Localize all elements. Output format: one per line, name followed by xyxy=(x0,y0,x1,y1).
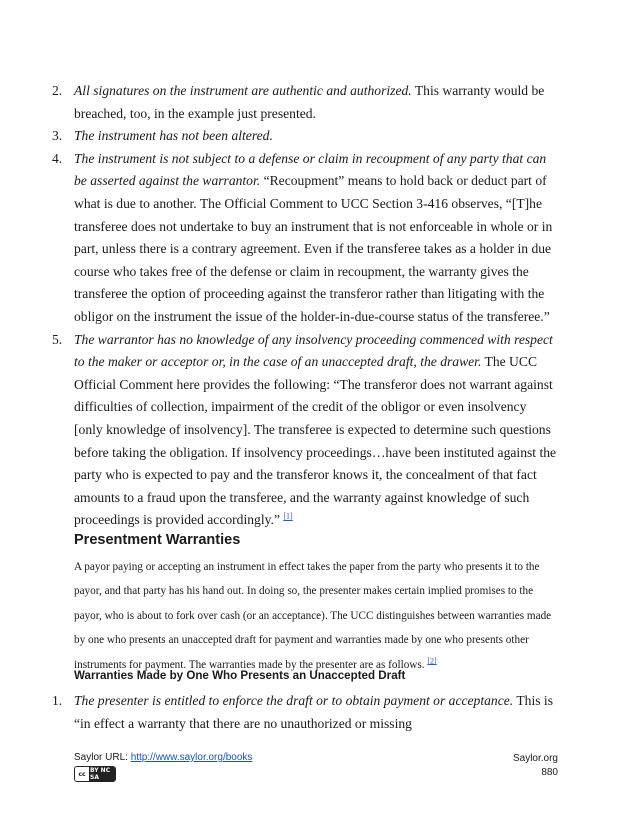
cc-right-segment: BY NC SA xyxy=(90,767,115,781)
item-italic: The presenter is entitled to enforce the draft or to obtain payment or acceptance. xyxy=(74,693,514,708)
item-number: 1. xyxy=(52,693,63,708)
section-heading: Presentment Warranties xyxy=(74,532,241,548)
footer-site: Saylor.org xyxy=(512,753,558,764)
list-item xyxy=(52,125,558,148)
item-number: 5. xyxy=(52,331,63,347)
presenter-warranty-list xyxy=(52,690,558,735)
list-item xyxy=(52,148,558,329)
list-item xyxy=(52,80,558,125)
item-text: This is “in effect a warranty that there are no unauthorized or missing xyxy=(74,693,553,731)
item-number: 4. xyxy=(52,150,63,166)
subheading: Warranties Made by One Who Presents an Unaccepted Draft xyxy=(74,669,406,682)
item-italic: The instrument has not been altered. xyxy=(74,128,273,144)
footer-source-label: Saylor URL: xyxy=(74,752,131,763)
item-text: This warranty would be breached, too, in the example just presented. xyxy=(74,83,545,121)
list-item xyxy=(52,329,558,532)
page-number: 880 xyxy=(541,767,558,778)
warranty-list xyxy=(52,80,558,532)
item-text: “Recoupment” means to hold back or deduct part of what is due to another. The Official Comment to UCC Section 3-416 observes, “[T]he transferee does not undertake to buy an instrument that is not enforceable in whole or in part, unless there is a contrary agreement. Even if the transferee takes as a holder in due course who takes free of the defense or claim in recoupment, the warranty gives the transferee the option of proceeding against the transferor rather than litigating with the obligor on the instrument the issue of the holder-in-due-course status of the transferee.” xyxy=(74,173,553,324)
item-number: 2. xyxy=(52,83,63,98)
cc-left-segment: cc xyxy=(75,767,90,781)
item-italic: The instrument is not subject to a defense or claim in recoupment of any party that can be asserted against the warrantor. xyxy=(74,150,547,189)
section-paragraph xyxy=(74,555,558,677)
list-item xyxy=(52,690,558,735)
footer-source xyxy=(74,752,252,763)
creative-commons-icon xyxy=(74,766,116,782)
item-italic: All signatures on the instrument are authentic and authorized. xyxy=(74,83,412,98)
item-text: The UCC Official Comment here provides the following: “The transferor does not warrant against difficulties of collection, impairment of the credit of the obligor or even insolvency [only knowledge of insolvency]. The transferee is expected to determine such questions before taking the obligation. If insolvency proceedings…have been instituted against the party who is expected to pay and the transferor knows it, the concealment of that fact amounts to a fraud upon the transferee, and the warranty against knowledge of such proceedings is provided accordingly.” xyxy=(74,354,557,528)
paragraph-text: A payor paying or accepting an instrument in effect takes the paper from the party who presents it to the payor, and that party has his hand out. In doing so, the presenter makes certain implied promises to the payor, who is about to fork over cash (or an acceptance). The UCC distinguishes between warranties made by one who presents an unaccepted draft for payment and warranties made by one who presents other instruments for payment. The warranties made by the presenter are as follows. xyxy=(74,561,552,671)
footnote-link-2[interactable]: [2] xyxy=(427,655,437,665)
item-italic: The warrantor has no knowledge of any insolvency proceeding commenced with respect to the maker or acceptor or, in the case of an unaccepted draft, the drawer. xyxy=(74,331,553,370)
footnote-link-1[interactable]: [1] xyxy=(283,511,293,521)
footer-right xyxy=(513,752,558,780)
item-number: 3. xyxy=(52,128,63,144)
footer-source-link[interactable]: http://www.saylor.org/books xyxy=(130,752,253,763)
